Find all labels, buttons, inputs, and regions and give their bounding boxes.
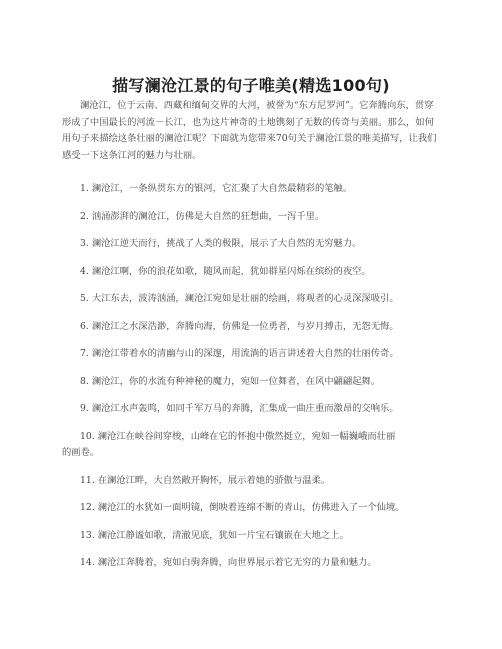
list-item: 4. 澜沧江啊，你的浪花如歌，随风而起，犹如群星闪烁在缤纷的夜空。: [80, 265, 371, 277]
list-item: 14. 澜沧江奔腾着，宛如白驹奔腾，向世界展示着它无穷的力量和魅力。: [80, 557, 377, 568]
list-item: 3. 澜沧江逆天而行，挑战了人类的极限，展示了大自然的无穷魅力。: [80, 238, 362, 249]
list-item: 2. 汹涌澎湃的澜沧江，仿佛是大自然的狂想曲，一泻千里。: [80, 210, 325, 222]
list-item: 9. 澜沧江水声轰鸣，如同千军万马的奔腾，汇集成一曲庄重而激昂的交响乐。: [80, 403, 399, 414]
list-item: 13. 澜沧江静谧如歌，清澈见底，犹如一片宝石镶嵌在大地之上。: [80, 529, 349, 541]
list-item-continuation: 的画卷。: [62, 447, 100, 458]
sentence-list: [62, 181, 442, 583]
list-item: 12. 澜沧江的水犹如一面明镜，倒映着连绵不断的青山，仿佛进入了一个仙境。: [80, 502, 405, 513]
list-item: 11. 在澜沧江畔，大自然敞开胸怀，展示着她的骄傲与温柔。: [80, 474, 331, 486]
intro-paragraph: 澜沧江，位于云南、西藏和缅甸交界的大河，被誉为“东方尼罗河”。它奔腾向东，贯穿形成了中国最长的河流－长江，也为这片神奇的土地镌刻了无数的传奇与美丽。那么，如何用句子来描绘这条壮丽的澜沧江呢？下面就为您带来70句关于澜沧江景的唯美描写，让我们感受一下这条江河的魅力与壮丽。: [62, 100, 437, 161]
list-item: 10. 澜沧江在峡谷间穿梭，山峰在它的怀抱中傲然挺立，宛如一幅巍峨而壮丽 的画卷。: [62, 429, 442, 462]
list-item: 6. 澜沧江之水深浩渺，奔腾向海，仿佛是一位勇者，与岁月搏击，无怨无悔。: [80, 320, 399, 332]
page-title: 描写澜沧江景的句子唯美(精选100句): [112, 75, 390, 95]
list-item: 7. 澜沧江带着水的清幽与山的深邃，用流淌的语言讲述着大自然的壮丽传奇。: [80, 348, 399, 359]
list-item: 8. 澜沧江，你的水流有种神秘的魔力，宛如一位舞者，在风中翩翩起舞。: [80, 375, 381, 387]
list-item: 1. 澜沧江，一条纵贯东方的银河，它汇聚了大自然最精彩的笔触。: [80, 183, 353, 194]
list-item: 5. 大江东去，波涛汹涌，澜沧江宛如是壮丽的绘画，将观者的心灵深深吸引。: [80, 293, 399, 304]
